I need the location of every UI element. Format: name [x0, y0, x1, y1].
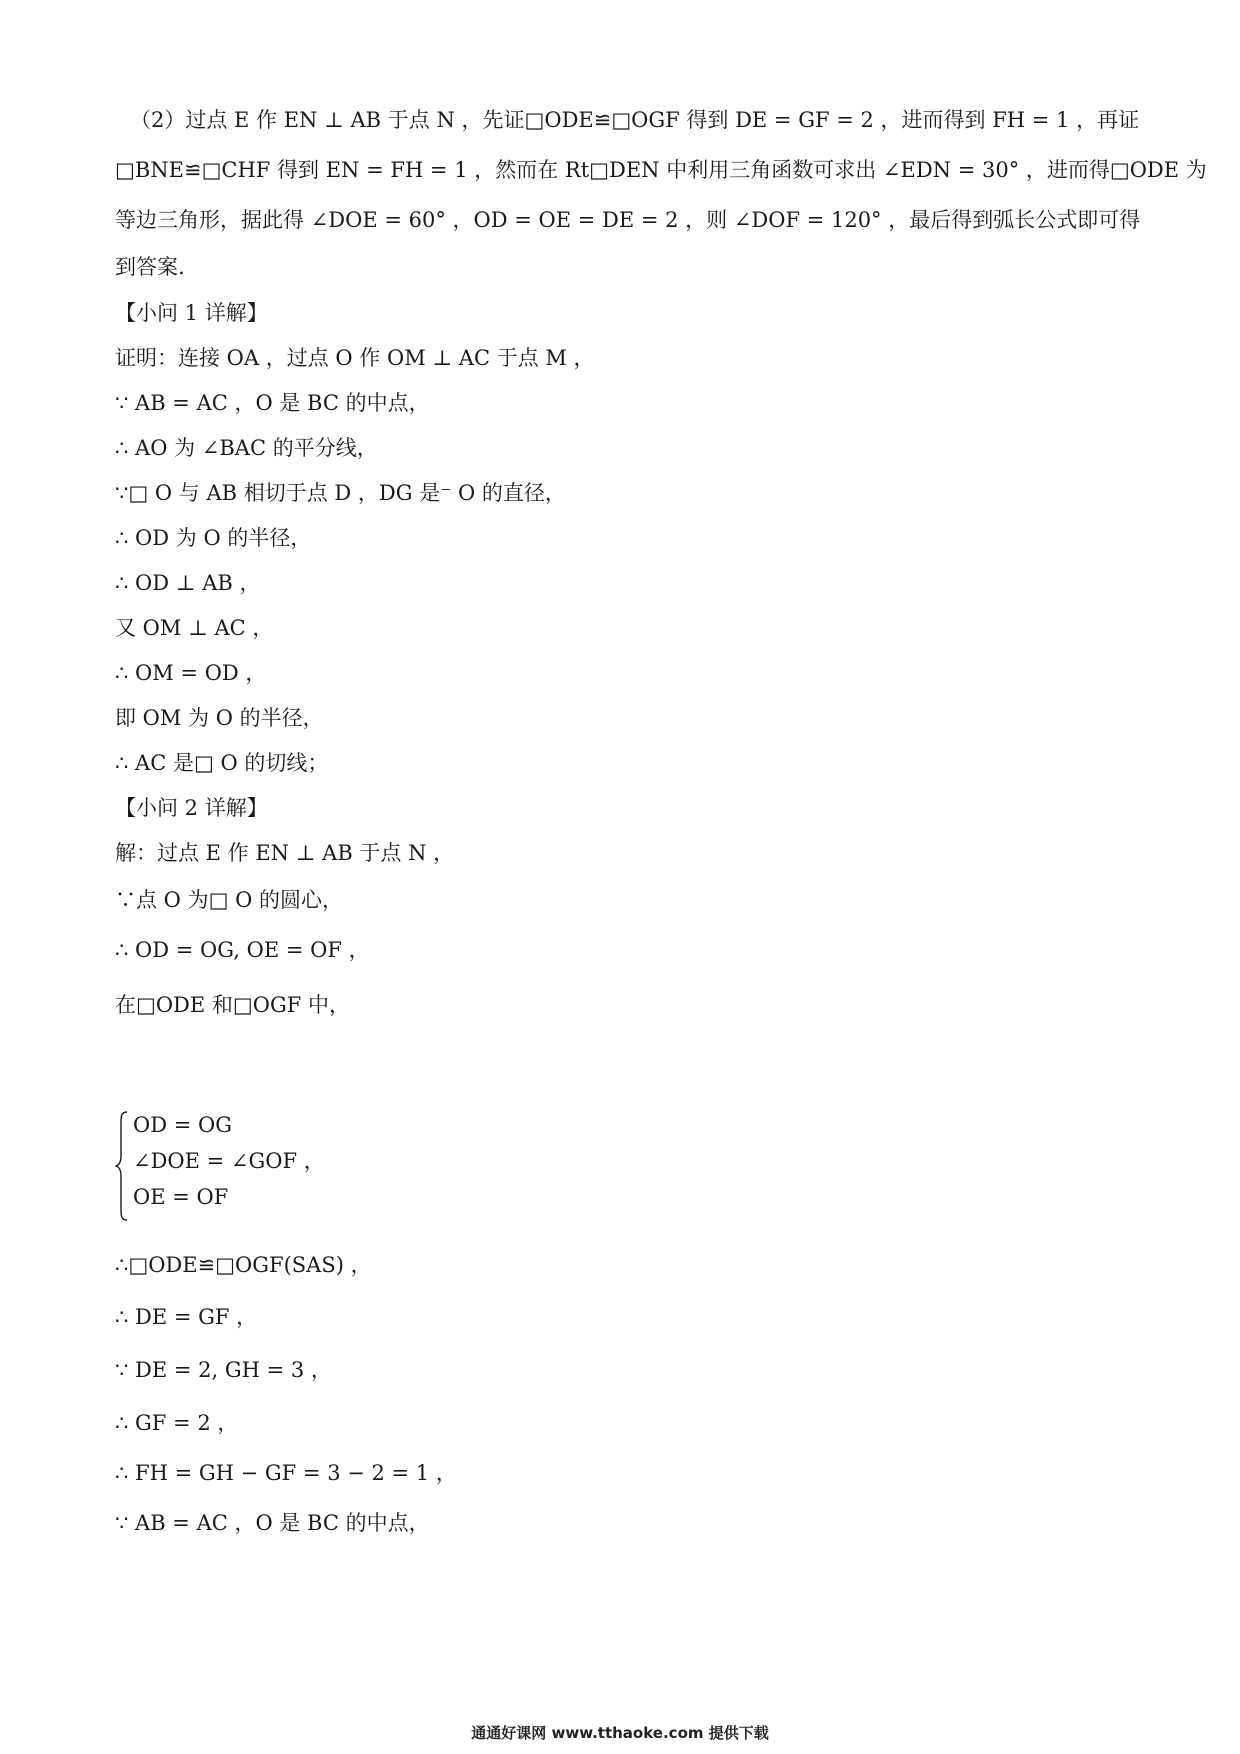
- equation-line: OE = OF: [133, 1185, 229, 1209]
- intro-line: □BNE≌□CHF 得到 EN = FH = 1 ，然而在 Rt□DEN 中利用三角函数可求出 ∠EDN = 30° ，进而得□ODE 为: [115, 158, 1207, 182]
- equation-line: OD = OG: [133, 1113, 232, 1137]
- proof-line: ∵□ O 与 AB 相切于点 D ，DG 是⁻ O 的直径，: [115, 481, 566, 505]
- proof-line: ∴ OD 为 O 的半径，: [115, 526, 312, 550]
- solution-line: ∴ GF = 2 ，: [115, 1411, 239, 1435]
- equation-line: ∠DOE = ∠GOF ，: [133, 1149, 325, 1173]
- solution-line: ∴□ODE≌□OGF(SAS) ，: [115, 1253, 372, 1277]
- proof-line: 即 OM 为 O 的半径，: [115, 706, 324, 730]
- section2-title: 【小问 2 详解】: [115, 796, 268, 820]
- intro-line: 到答案.: [115, 255, 185, 279]
- solution-line: 在□ODE 和□OGF 中，: [115, 993, 350, 1017]
- proof-line: 证明：连接 OA ，过点 O 作 OM ⊥ AC 于点 M ，: [115, 346, 595, 370]
- solution-line: ∵ AB = AC ，O 是 BC 的中点，: [115, 1511, 430, 1535]
- left-brace-icon: [115, 1110, 129, 1222]
- intro-line: 等边三角形，据此得 ∠DOE = 60° ，OD = OE = DE = 2 ，则 ∠DOF = 120° ，最后得到弧长公式即可得: [115, 208, 1141, 232]
- solution-line: ∴ DE = GF ，: [115, 1305, 258, 1329]
- proof-line: ∴ AC 是□ O 的切线；: [115, 751, 329, 775]
- section1-title: 【小问 1 详解】: [115, 301, 268, 325]
- equation-system: [115, 1110, 515, 1222]
- proof-line: ∵ AB = AC ，O 是 BC 的中点，: [115, 391, 430, 415]
- proof-line: 又 OM ⊥ AC ，: [115, 616, 274, 640]
- solution-line: 解：过点 E 作 EN ⊥ AB 于点 N ，: [115, 841, 455, 865]
- intro-line: （2）过点 E 作 EN ⊥ AB 于点 N ，先证□ODE≌□OGF 得到 DE = GF = 2 ，进而得到 FH = 1 ，再证: [130, 108, 1140, 132]
- proof-line: ∴ OD ⊥ AB ，: [115, 571, 261, 595]
- proof-line: ∴ AO 为 ∠BAC 的平分线，: [115, 436, 378, 460]
- proof-line: ∴ OM = OD ，: [115, 661, 267, 685]
- solution-line: ∴ FH = GH − GF = 3 − 2 = 1 ，: [115, 1461, 457, 1485]
- solution-line: ∵ DE = 2, GH = 3 ，: [115, 1358, 332, 1382]
- solution-line: ∵点 O 为□ O 的圆心，: [115, 888, 343, 912]
- page-footer: 通通好课网 www.tthaoke.com 提供下载: [471, 1724, 769, 1742]
- solution-line: ∴ OD = OG, OE = OF ，: [115, 938, 370, 962]
